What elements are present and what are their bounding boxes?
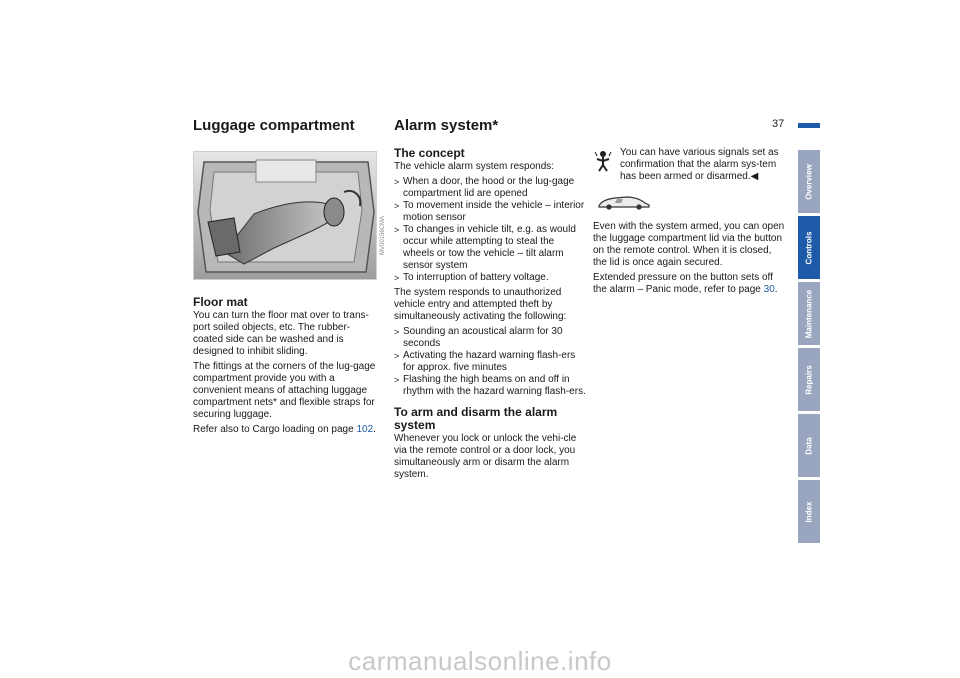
list-item — [394, 224, 586, 272]
car-alarm-icon — [593, 194, 653, 211]
tab-repairs[interactable] — [798, 348, 820, 411]
luggage-photo — [193, 151, 377, 280]
luggage-heading: Luggage compartment — [193, 117, 355, 134]
list-item — [394, 176, 586, 200]
photo-reference-code: MV00156CMA — [380, 215, 386, 255]
tab-overview[interactable] — [798, 150, 820, 213]
page-link-30[interactable]: 30 — [763, 284, 775, 295]
tab-index[interactable] — [798, 480, 820, 543]
list-item-text: Activating the hazard warning flash-ers for approx. five minutes — [403, 350, 576, 373]
list-item-text: When a door, the hood or the lug-gage compartment lid are opened — [403, 176, 575, 199]
luggage-compartment-illustration — [194, 152, 377, 280]
response-intro: The system responds to unauthorized vehicle entry and attempted theft by simultaneously activating the following: — [394, 287, 567, 322]
top-accent-bar — [798, 123, 820, 128]
arm-disarm-text: Whenever you lock or unlock the vehi-cle via the remote control or a door lock, you simultaneously arm or disarm the alarm system. — [394, 433, 577, 480]
bullet-mark: > — [394, 375, 400, 385]
list-item-text: To interruption of battery voltage. — [403, 272, 549, 283]
note-end-mark: ◀ — [750, 171, 759, 182]
panic-mode-para — [593, 272, 787, 296]
list-item — [394, 200, 586, 224]
floor-mat-para-3 — [193, 424, 379, 436]
cargo-ref-end: . — [373, 424, 376, 435]
concept-bullet-list — [394, 176, 586, 284]
tab-label: Data — [804, 436, 814, 455]
tab-label: Maintenance — [804, 289, 814, 338]
alarm-notes-section — [593, 147, 787, 299]
watermark: carmanualsonline.info — [348, 646, 612, 676]
bullet-mark: > — [394, 273, 400, 283]
arm-disarm-title: To arm and disarm the alarm system — [394, 405, 558, 432]
bullet-mark: > — [394, 177, 400, 187]
panic-end: . — [774, 284, 778, 295]
floor-mat-section — [193, 296, 379, 439]
note-body: You can have various signals set as confirmation that the alarm sys-tem has been armed or disarmed. — [620, 147, 779, 182]
cargo-ref-text: Refer also to Cargo loading on page — [193, 424, 357, 435]
bullet-mark: > — [394, 327, 400, 337]
bullet-mark: > — [394, 201, 400, 211]
list-item — [394, 350, 586, 374]
list-item-text: Flashing the high beams on and off in rhythm with the hazard warning flash-ers. — [403, 374, 586, 397]
panic-text: Extended pressure on the button sets off the alarm – Panic mode, refer to page — [593, 272, 773, 295]
floor-mat-para-1: You can turn the floor mat over to trans-port soiled objects, etc. The rubber-coated side can be washed and is designed to inhibit sliding. — [193, 310, 369, 357]
list-item-text: To changes in vehicle tilt, e.g. as would occur while attempting to steal the wheels or tow the vehicle – tilt alarm sensor system — [403, 224, 576, 271]
section-tabs — [798, 150, 820, 546]
tab-label: Controls — [804, 231, 814, 264]
tab-maintenance[interactable] — [798, 282, 820, 345]
floor-mat-para-2: The fittings at the corners of the lug-gage compartment provide you with a convenient means of attaching luggage compartment nets* and flexible straps for securing luggage. — [193, 361, 376, 420]
note-block — [593, 147, 787, 183]
note-text — [593, 147, 787, 183]
alarm-heading: Alarm system* — [394, 117, 499, 134]
tab-data[interactable] — [798, 414, 820, 477]
list-item — [394, 326, 586, 350]
alarm-concept-section — [394, 147, 586, 484]
floor-mat-title: Floor mat — [193, 295, 248, 309]
bullet-mark: > — [394, 225, 400, 235]
concept-intro: The vehicle alarm system responds: — [394, 161, 555, 172]
page-link-102[interactable]: 102 — [356, 424, 374, 435]
bullet-mark: > — [394, 351, 400, 361]
trunk-lid-para: Even with the system armed, you can open the luggage compartment lid via the button on the remote control. When it is closed, the lid is once again secured. — [593, 221, 785, 268]
list-item-text: To movement inside the vehicle – interior motion sensor — [403, 200, 585, 223]
tab-label: Index — [804, 501, 814, 522]
tab-label: Overview — [804, 163, 814, 200]
person-note-icon — [593, 150, 613, 172]
tab-label: Repairs — [804, 364, 814, 395]
tab-controls[interactable] — [798, 216, 820, 279]
list-item-text: Sounding an acoustical alarm for 30 seconds — [403, 326, 563, 349]
response-bullet-list — [394, 326, 586, 398]
concept-title: The concept — [394, 146, 465, 160]
list-item — [394, 272, 586, 284]
list-item — [394, 374, 586, 398]
page-number: 37 — [772, 118, 785, 130]
